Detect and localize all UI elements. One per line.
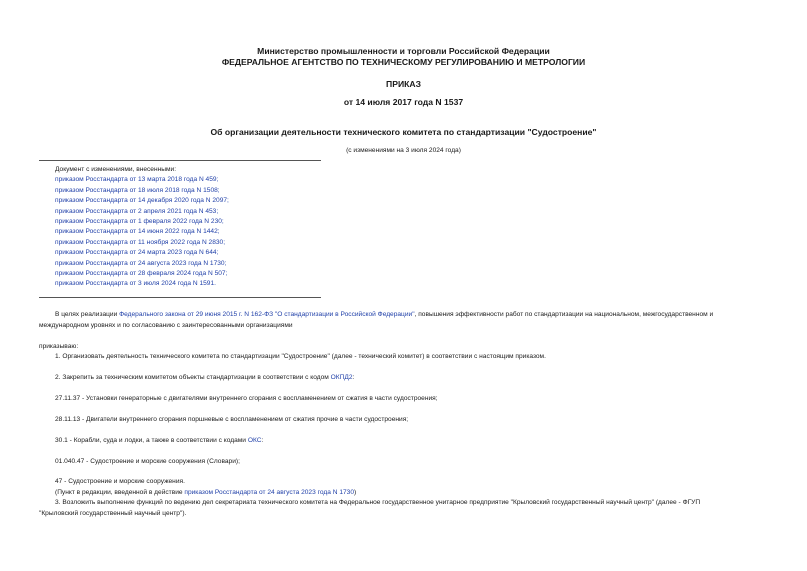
change-link-4[interactable]: приказом Росстандарта от 2 апреля 2021 года N 453; <box>55 207 219 215</box>
preamble-rest: , повышения эффективности работ по стандартизации на национальном, межгосударственном и <box>414 311 714 318</box>
paragraph-2 <box>55 373 354 383</box>
change-link-8[interactable]: приказом Росстандарта от 24 марта 2023 года N 644; <box>55 249 219 257</box>
code-01-040-47: 01.040.47 - Судостроение и морские сооружения (Словари); <box>55 458 240 465</box>
preamble-prefix: В целях реализации <box>55 311 120 318</box>
doc-type-heading: ПРИКАЗ <box>386 79 421 89</box>
federal-law-link[interactable]: Федерального закона от 29 июня 2015 г. N 162-ФЗ "О стандартизации в Российской Федерации" <box>119 311 415 318</box>
oks-link[interactable]: ОКС <box>247 437 262 444</box>
footnote-suffix: ) <box>354 488 357 496</box>
change-link-1[interactable]: приказом Росстандарта от 13 марта 2018 года N 459; <box>55 176 219 184</box>
change-link-6[interactable]: приказом Росстандарта от 14 июня 2022 года N 1442; <box>55 228 220 236</box>
document-title: Об организации деятельности технического комитета по стандартизации "Судостроение" <box>210 127 597 137</box>
change-link-9[interactable]: приказом Росстандарта от 24 августа 2023 года N 1730; <box>55 259 227 267</box>
footnote-order-link[interactable]: приказом Росстандарта от 24 августа 2023 года N 1730 <box>184 488 354 496</box>
footnote-prefix: (Пункт в редакции, введенной в действие <box>55 488 185 496</box>
paragraph-1: 1. Организовать деятельность технического комитета по стандартизации "Судостроение" (далее - технический комитет) в соответствии с настоящим приказом. <box>55 353 546 360</box>
preamble-line-2: международном уровнях и по согласованию с заинтересованными организациями <box>39 321 293 329</box>
changes-list <box>55 175 229 289</box>
paragraph-3-line-2: "Крыловский государственный научный центр"). <box>39 509 187 517</box>
changes-bottom-rule <box>39 297 321 298</box>
code-30-1-text: 30.1 - Корабли, суда и лодки, а также в соответствии с кодами <box>55 437 248 444</box>
agency-heading: ФЕДЕРАЛЬНОЕ АГЕНТСТВО ПО ТЕХНИЧЕСКОМУ РЕГУЛИРОВАНИЮ И МЕТРОЛОГИИ <box>221 57 586 67</box>
code-47: 47 - Судостроение и морские сооружения. <box>55 478 185 485</box>
preamble-line-1 <box>55 310 713 320</box>
edition-note: (с изменениями на 3 июля 2024 года) <box>346 147 461 154</box>
paragraph-3-line-1: 3. Возложить выполнение функций по ведению дел секретариата технического комитета на Федеральное государственное унитарное предприятие "Крыловский государственный научный центр" (далее - ФГУП <box>55 499 701 506</box>
change-link-5[interactable]: приказом Росстандарта от 1 февраля 2022 года N 230; <box>55 218 224 226</box>
date-number-heading: от 14 июля 2017 года N 1537 <box>343 97 464 107</box>
paragraph-2-end: : <box>352 374 355 381</box>
code-28-11-13: 28.11.13 - Двигатели внутреннего сгорания поршневые с воспламенением от сжатия прочие в части судостроения; <box>55 416 409 423</box>
changes-intro: Документ с изменениями, внесенными: <box>55 166 177 173</box>
ministry-heading: Министерство промышленности и торговли Российской Федерации <box>257 46 550 56</box>
change-link-3[interactable]: приказом Росстандарта от 14 декабря 2020 года N 2097; <box>55 197 229 205</box>
code-27-11-37: 27.11.37 - Установки генераторные с двигателями внутреннего сгорания с воспламенением от сжатия в части судостроения; <box>55 395 438 402</box>
change-link-11[interactable]: приказом Росстандарта от 3 июля 2024 года N 1591. <box>55 280 216 288</box>
code-30-1-end: : <box>261 437 264 444</box>
change-link-7[interactable]: приказом Росстандарта от 11 ноября 2022 года N 2830; <box>55 238 226 246</box>
change-link-2[interactable]: приказом Росстандарта от 18 июля 2018 года N 1508; <box>55 186 220 194</box>
orders-label: приказываю: <box>39 343 79 350</box>
change-link-10[interactable]: приказом Росстандарта от 28 февраля 2024 года N 507; <box>55 270 228 278</box>
paragraph-2-text: 2. Закрепить за техническим комитетом объекты стандартизации в соответствии с кодом <box>55 374 331 381</box>
edition-footnote <box>55 488 356 498</box>
code-30-1 <box>55 436 263 446</box>
okpd2-link[interactable]: ОКПД2 <box>330 374 353 381</box>
changes-top-rule <box>39 160 321 161</box>
